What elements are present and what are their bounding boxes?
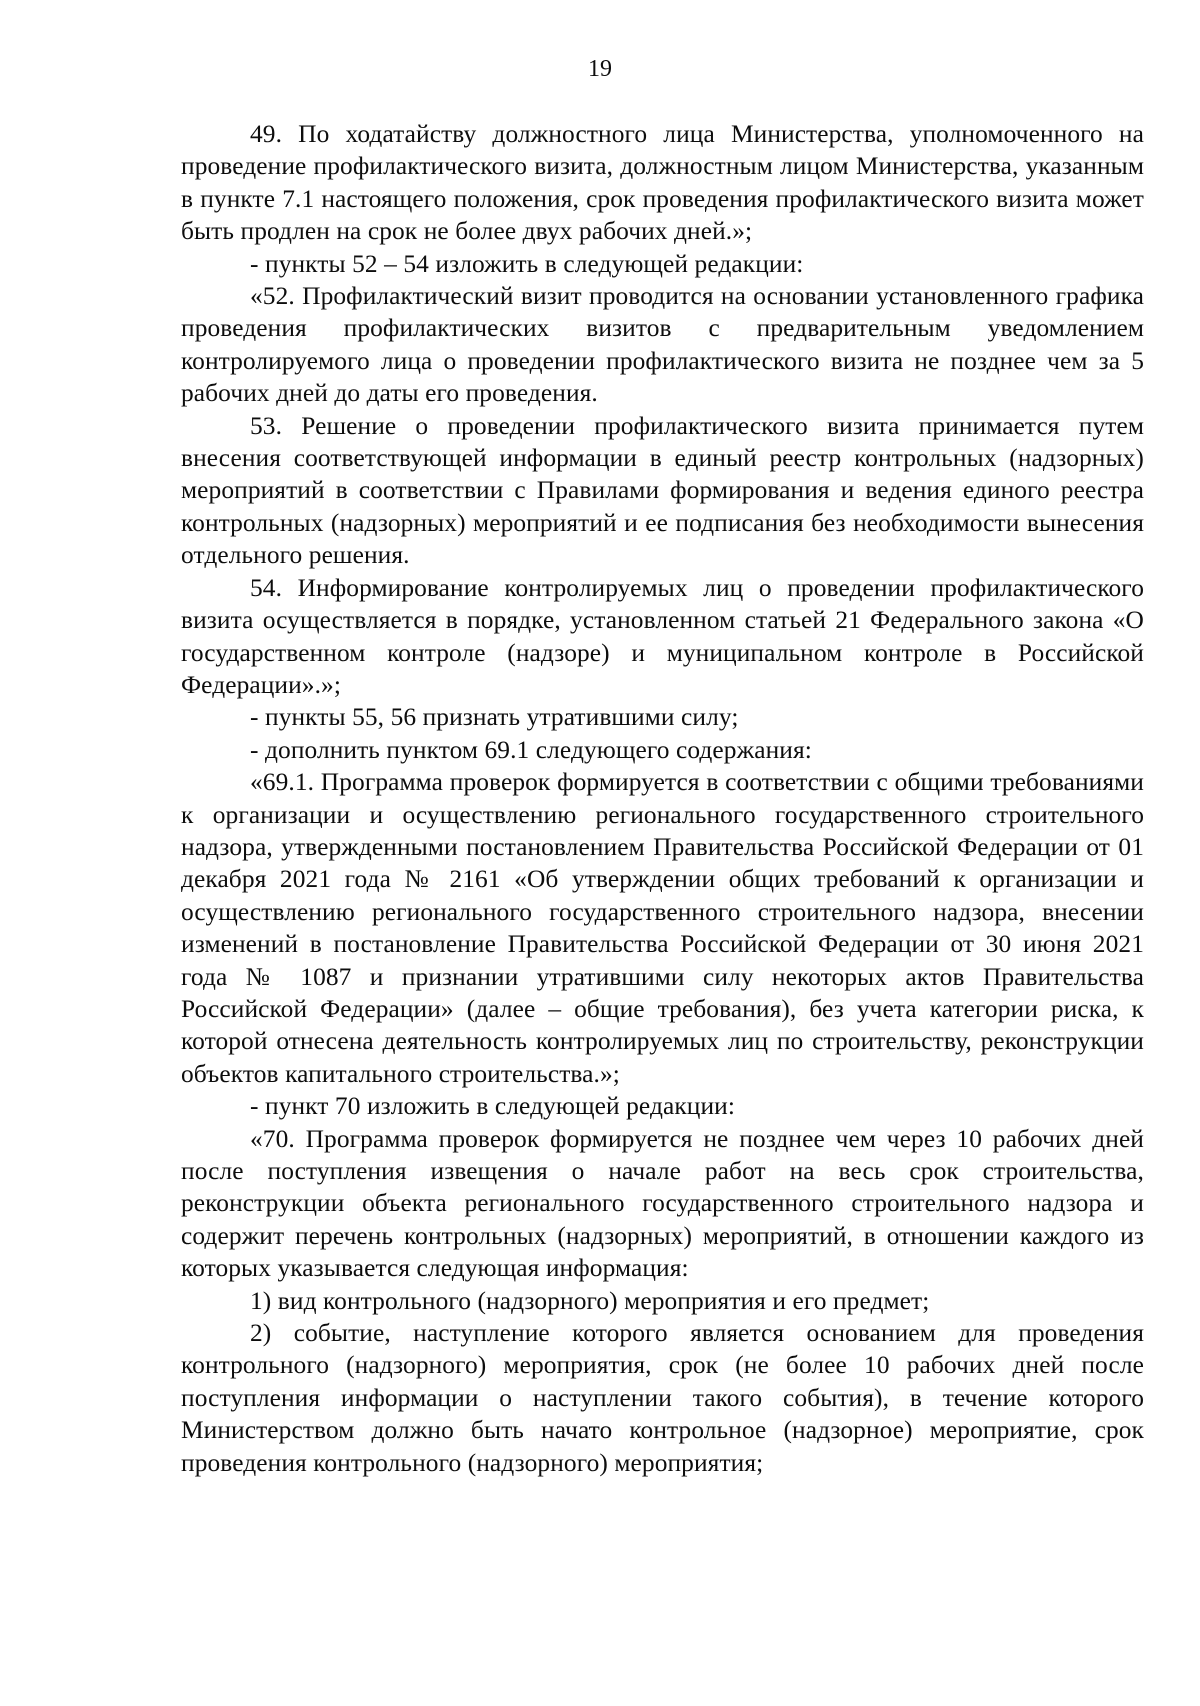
paragraph-70-item-2: 2) событие, наступление которого является основанием для проведения контрольного (надзорного) мероприятия, срок (не более 10 рабочих дней после поступления информации о наступлении такого события), в течение которого Министерством должно быть начато контрольное (надзорное) мероприятие, срок проведения контрольного (надзорного) мероприятия; — [181, 1319, 1144, 1477]
paragraph-53: 53. Решение о проведении профилактического визита принимается путем внесения соответствующей информации в единый реестр контрольных (надзорных) мероприятий в соответствии с Правилами формирования и ведения единого реестра контрольных (надзорных) мероприятий и ее подписания без необходимости вынесения отдельного решения. — [181, 411, 1144, 570]
paragraph-49: 49. По ходатайству должностного лица Министерства, уполномоченного на проведение профилактического визита, должностным лицом Министерства, указанным в пункте 7.1 настоящего положения, срок проведения профилактического визита может быть продлен на срок не более двух рабочих дней.»; — [181, 120, 1144, 246]
paragraph-70-item-1: 1) вид контрольного (надзорного) мероприятия и его предмет; — [250, 1286, 930, 1315]
paragraph-add-69-1: - дополнить пунктом 69.1 следующего содержания: — [250, 735, 812, 764]
paragraph-70: «70. Программа проверок формируется не позднее чем через 10 рабочих дней после поступления извещения о начале работ на весь срок строительства, реконструкции объекта регионального государственного строительного надзора и содержит перечень контрольных (надзорных) мероприятий, в отношении каждого из которых указывается следующая информация: — [181, 1124, 1144, 1283]
paragraph-69-1: «69.1. Программа проверок формируется в соответствии с общими требованиями к организации и осуществлению регионального государственного строительного надзора, утвержденными постановлением Правительства Российской Федерации от 01 декабря 2021 года № 2161 «Об утверждении общих требований к организации и осуществлению регионального государственного строительного надзора, внесении изменений в постановление Правительства Российской Федерации от 30 июня 2021 года № 1087 и признании утратившими силу некоторых актов Правительства Российской Федерации» (далее – общие требования), без учета категории риска, к которой отнесена деятельность контролируемых лиц по строительству, реконструкции объектов капитального строительства.»; — [181, 768, 1144, 1088]
document-body — [181, 118, 1144, 1479]
paragraph-52: «52. Профилактический визит проводится на основании установленного графика проведения профилактических визитов с предварительным уведомлением контролируемого лица о проведении профилактического визита не позднее чем за 5 рабочих дней до даты его проведения. — [181, 282, 1144, 408]
paragraph-amend-52-54: - пункты 52 – 54 изложить в следующей редакции: — [250, 249, 804, 278]
paragraph-54: 54. Информирование контролируемых лиц о проведении профилактического визита осуществляется в порядке, установленном статьей 21 Федерального закона «О государственном контроле (надзоре) и муниципальном контроле в Российской Федерации».»; — [181, 573, 1144, 699]
paragraph-repeal-55-56: - пункты 55, 56 признать утратившими силу; — [250, 703, 739, 732]
page-number: 19 — [588, 56, 612, 82]
paragraph-amend-70: - пункт 70 изложить в следующей редакции: — [250, 1092, 735, 1121]
